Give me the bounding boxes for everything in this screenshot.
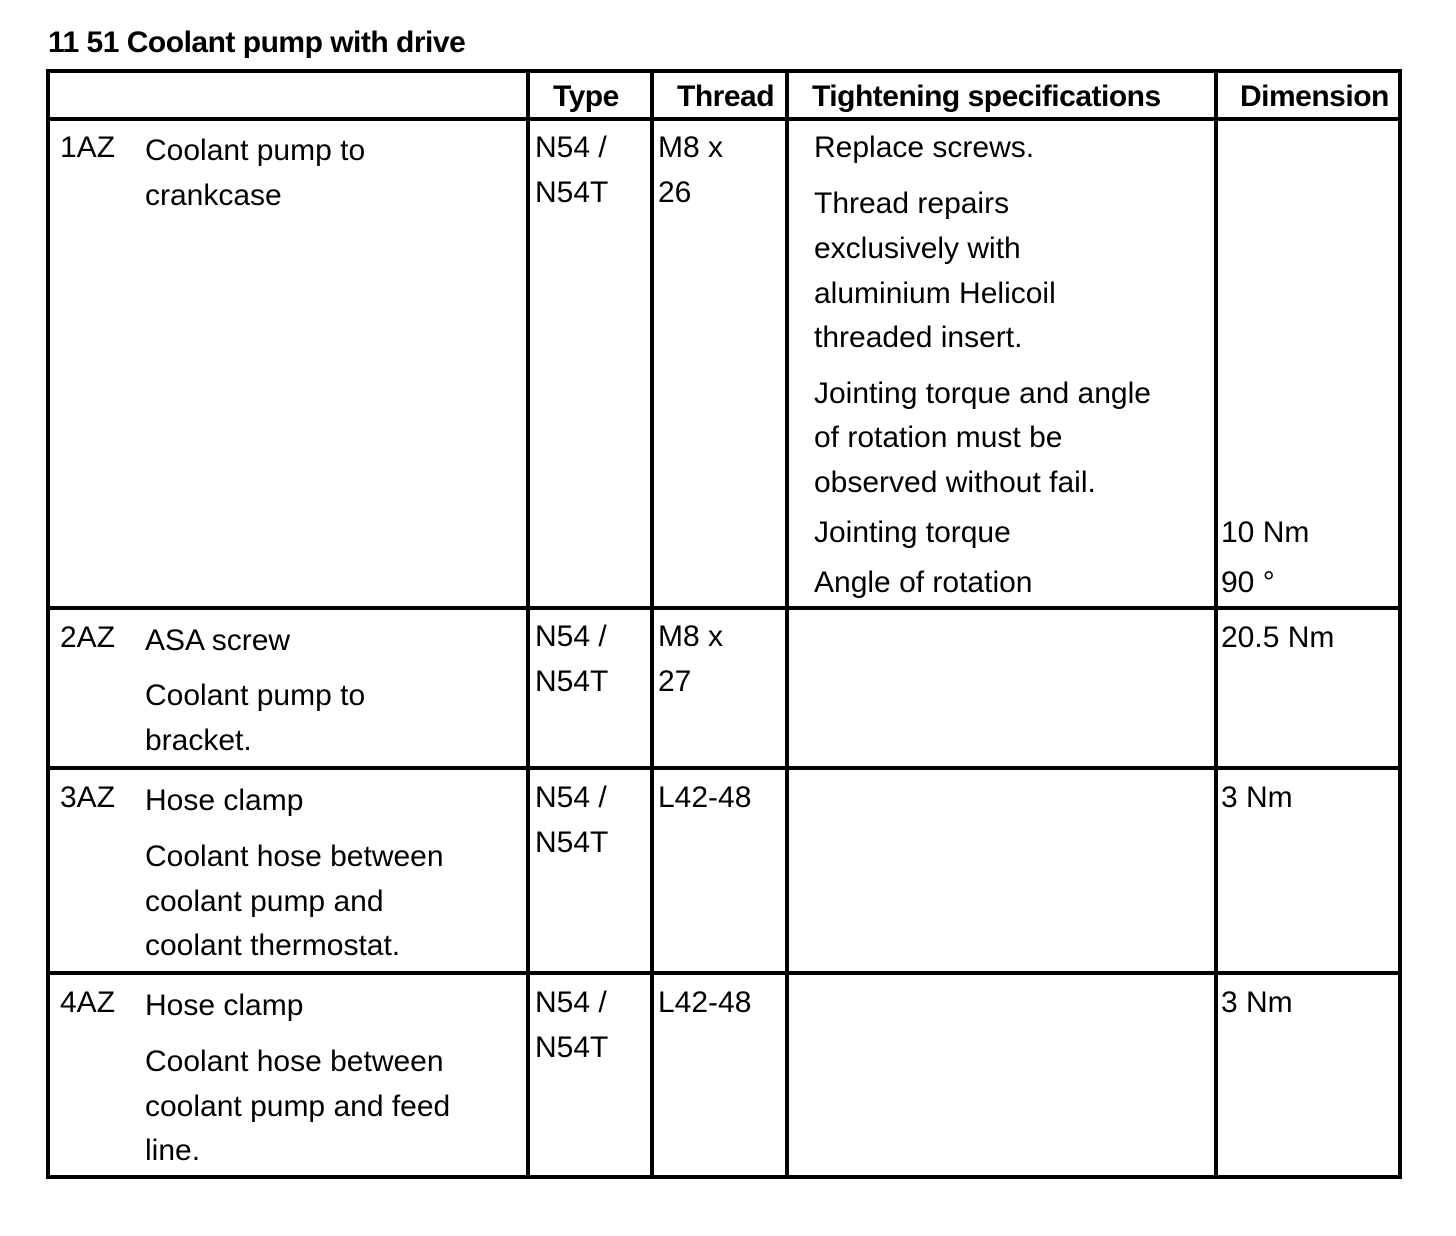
- row-description: Coolant pump to: [145, 134, 366, 167]
- row-description: Coolant hose between: [145, 1045, 444, 1078]
- row-type: N54 /: [535, 781, 607, 814]
- row-type: N54T: [535, 176, 609, 209]
- row-type: N54T: [535, 1031, 609, 1064]
- row-id: 2AZ: [60, 621, 116, 654]
- section-title: 11 51 Coolant pump with drive: [48, 26, 466, 59]
- row-description: crankcase: [145, 179, 282, 212]
- spec-thread-repair: threaded insert.: [814, 321, 1023, 354]
- row-type: N54 /: [535, 620, 607, 653]
- row-description: Coolant pump to: [145, 679, 366, 712]
- row-description-title: ASA screw: [145, 624, 291, 657]
- row-description-title: Hose clamp: [145, 784, 304, 817]
- spec-observe-note: observed without fail.: [814, 466, 1096, 499]
- header-tightening-specifications: Tightening specifications: [812, 80, 1161, 113]
- row-thread: L42-48: [658, 781, 752, 814]
- row-type: N54 /: [535, 986, 607, 1019]
- row-type: N54 /: [535, 131, 607, 164]
- spec-thread-repair: aluminium Helicoil: [814, 277, 1056, 310]
- row-description-title: Hose clamp: [145, 989, 304, 1022]
- spec-observe-note: Jointing torque and angle: [814, 377, 1151, 410]
- row-description: line.: [145, 1134, 201, 1167]
- row-type: N54T: [535, 665, 609, 698]
- spec-jointing-torque-label: Jointing torque: [814, 516, 1011, 549]
- row-id: 1AZ: [60, 131, 116, 164]
- spec-angle-label: Angle of rotation: [814, 566, 1033, 599]
- dimension-torque: 10 Nm: [1221, 516, 1310, 549]
- row-description: bracket.: [145, 724, 252, 757]
- row-description: coolant pump and: [145, 885, 384, 918]
- spec-thread-repair: Thread repairs: [814, 187, 1010, 220]
- spec-thread-repair: exclusively with: [814, 232, 1021, 265]
- row-dimension: 3 Nm: [1221, 986, 1293, 1019]
- row-thread: 27: [658, 665, 692, 698]
- spec-replace-screws: Replace screws.: [814, 131, 1035, 164]
- spec-observe-note: of rotation must be: [814, 421, 1063, 454]
- row-thread: M8 x: [658, 131, 724, 164]
- row-thread: 26: [658, 176, 692, 209]
- header-thread: Thread: [677, 80, 775, 113]
- row-dimension: 20.5 Nm: [1221, 621, 1335, 654]
- dimension-angle: 90 °: [1221, 566, 1275, 599]
- row-type: N54T: [535, 826, 609, 859]
- row-thread: L42-48: [658, 986, 752, 1019]
- row-dimension: 3 Nm: [1221, 781, 1293, 814]
- header-dimension: Dimension: [1240, 80, 1389, 113]
- row-description: coolant pump and feed: [145, 1090, 451, 1123]
- row-id: 3AZ: [60, 781, 116, 814]
- row-id: 4AZ: [60, 986, 116, 1019]
- row-thread: M8 x: [658, 620, 724, 653]
- row-description: Coolant hose between: [145, 840, 444, 873]
- row-description: coolant thermostat.: [145, 929, 401, 962]
- header-type: Type: [553, 80, 619, 113]
